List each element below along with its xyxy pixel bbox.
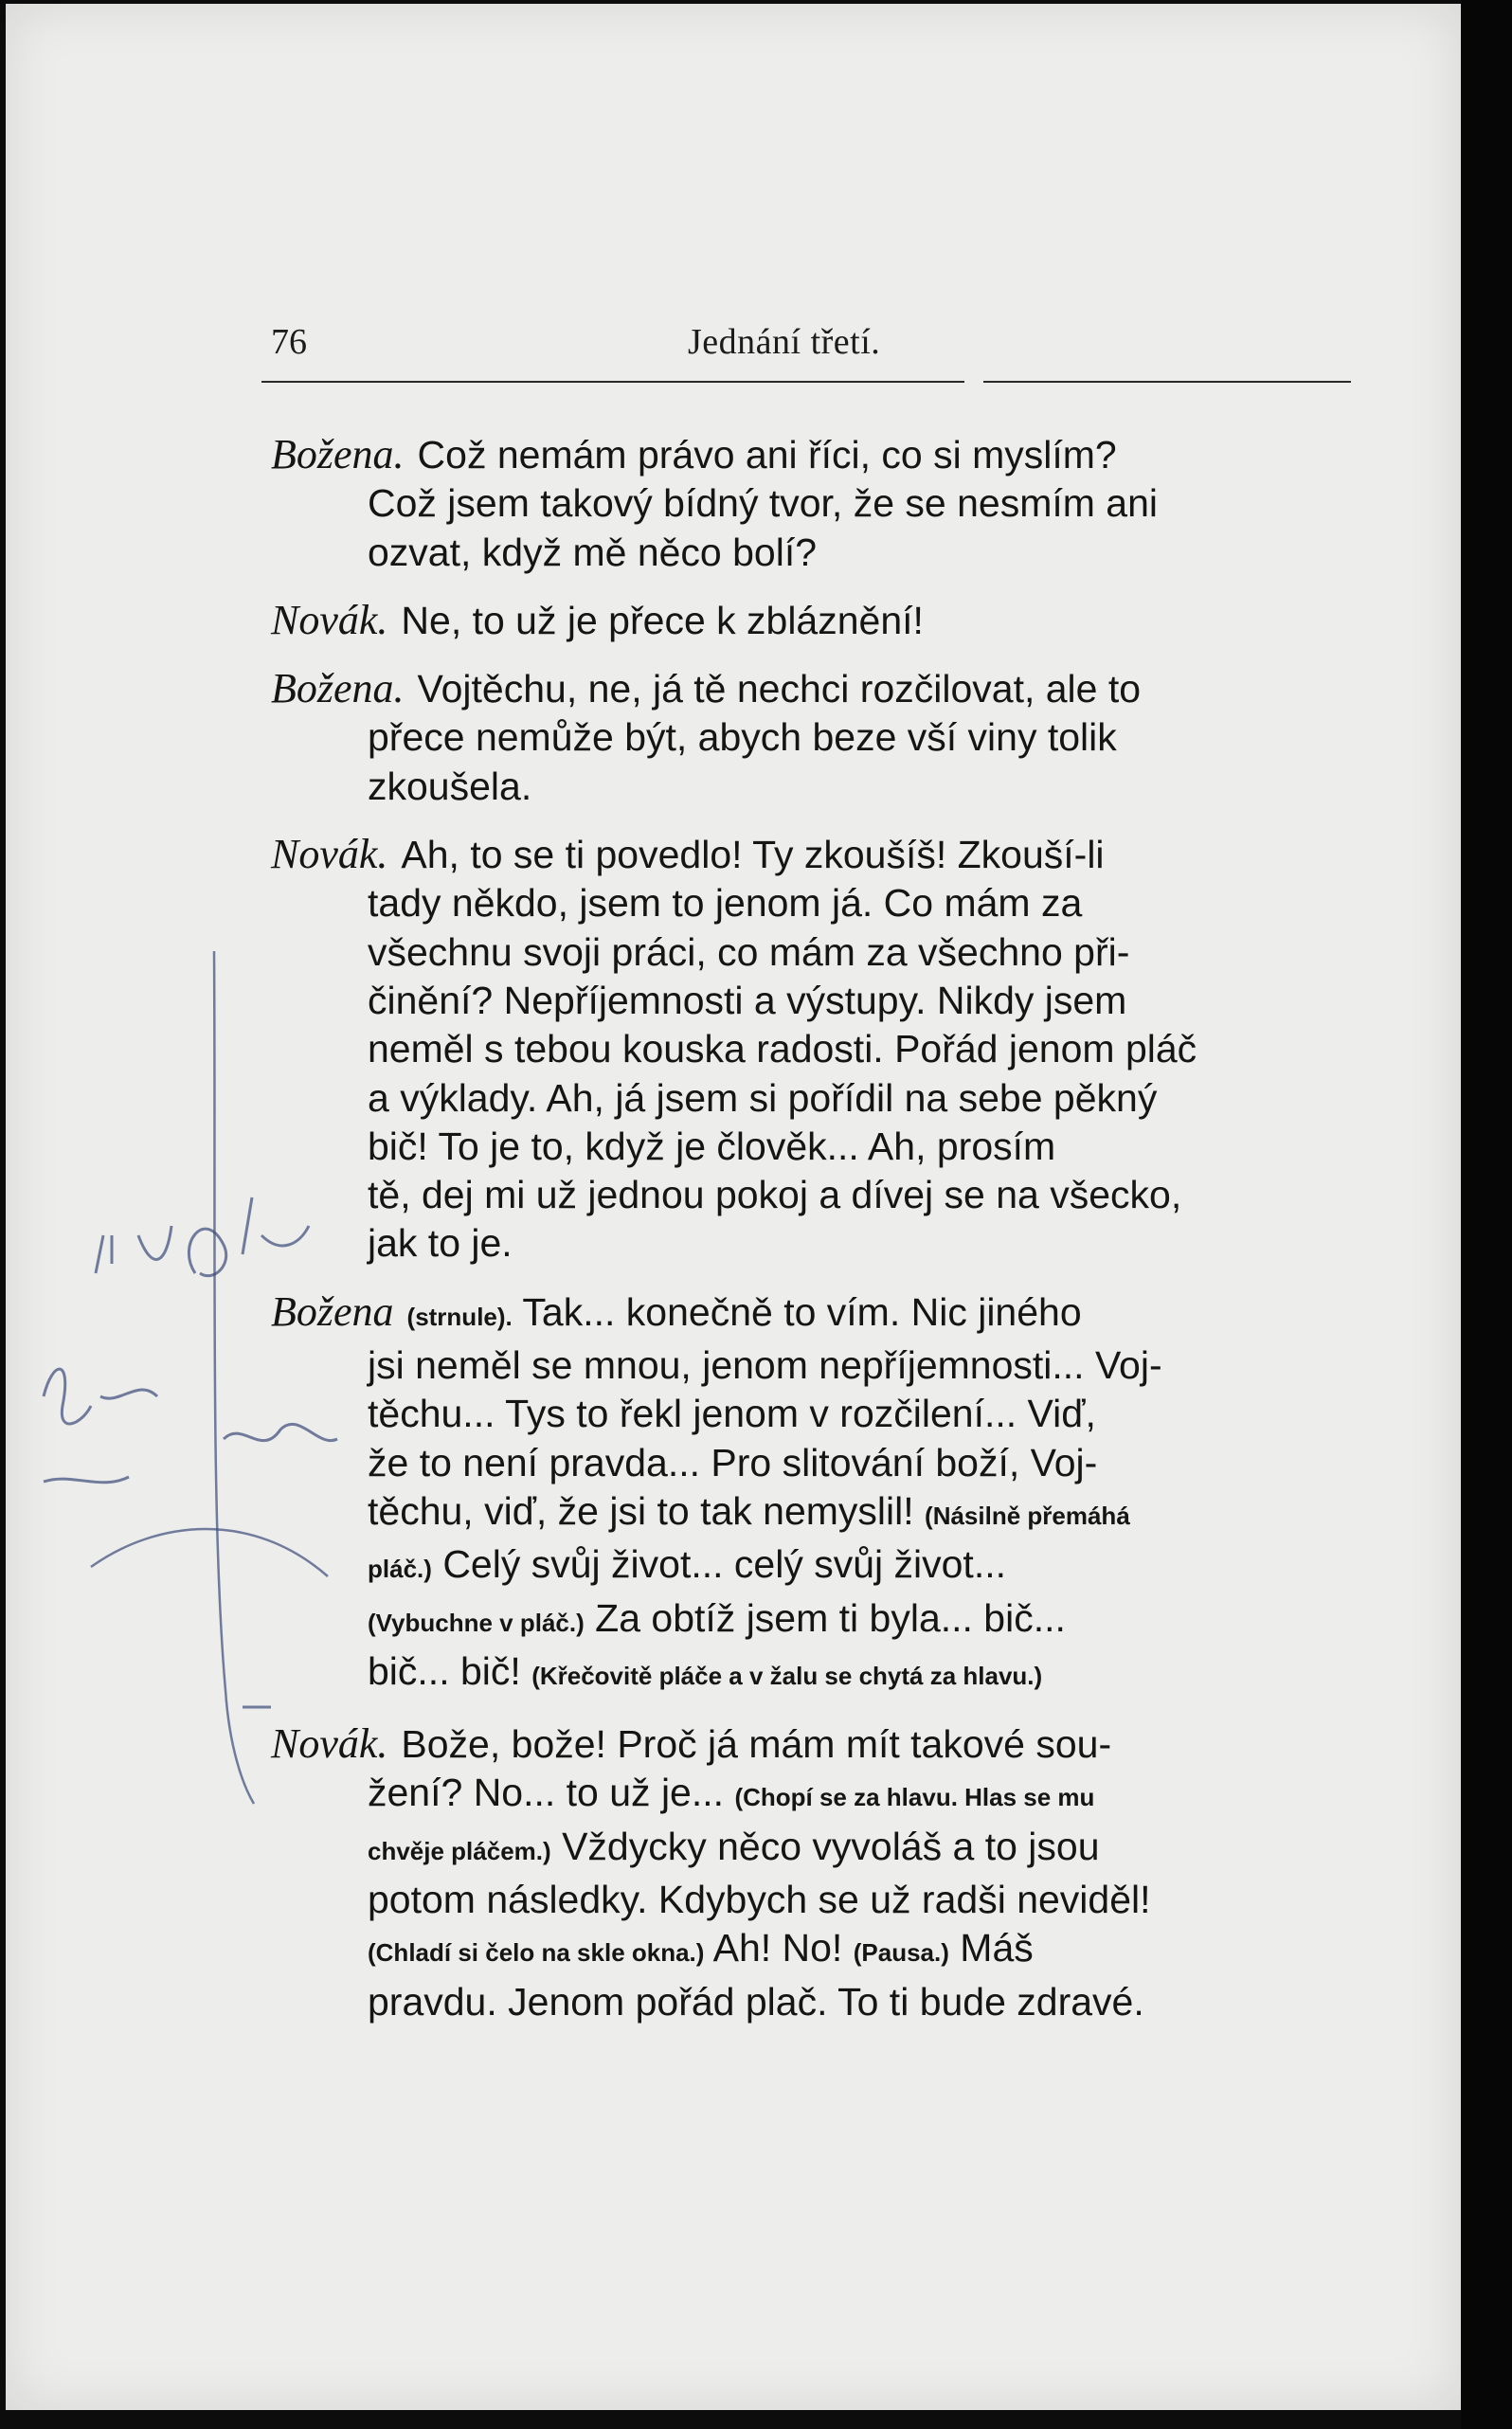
stage-direction: (Pausa.) [853, 1938, 949, 1968]
stage-direction: pláč.) [368, 1555, 432, 1584]
speech-line: činění? Nepříjemnosti a výstupy. Nikdy jsem [368, 978, 1127, 1022]
speech-line: těchu... Tys to řekl jenom v rozčilení... Viď, [368, 1392, 1096, 1436]
stage-direction: (strnule). [406, 1302, 513, 1331]
speech-line: jsi neměl se mnou, jenom nepříjemnosti... Voj- [368, 1343, 1162, 1388]
speech-line: a výklady. Ah, já jsem si pořídil na sebe pěkný [368, 1075, 1158, 1120]
stage-direction: (Chladí si čelo na skle okna.) [368, 1938, 705, 1968]
page-number: 76 [271, 322, 307, 362]
line-text: žení? No... to už je... [368, 1771, 725, 1815]
margin-arrow [91, 1529, 328, 1576]
speech-line: pravdu. Jenom pořád plač. To ti bude zdravé. [368, 1979, 1144, 2024]
margin-scribble [96, 1197, 309, 1276]
line-text: Za obtíž jsem ti byla... bič... [595, 1595, 1066, 1640]
speech-line: bič! To je to, když je člověk... Ah, prosím [368, 1124, 1056, 1168]
speech-line: tě, dej mi už jednou pokoj a dívej se na všecko, [368, 1173, 1182, 1217]
speech-line: potom následky. Kdybych se už radši neviděl! [368, 1878, 1151, 1922]
line-text: Bože, bože! Proč já mám mít takové sou- [401, 1722, 1112, 1767]
speech-line: zkoušela. [368, 764, 532, 808]
line-text: Vojtěchu, ne, já tě nechci rozčilovat, ale to [417, 667, 1142, 711]
line-text: bič... bič! [368, 1648, 521, 1693]
page-edge [1461, 0, 1512, 2429]
speaker-name: Božena. [271, 665, 405, 712]
speech-line: neměl s tebou kouska radosti. Pořád jenom pláč [368, 1027, 1197, 1071]
speech-line: ozvat, když mě něco bolí? [368, 530, 818, 574]
margin-scribble [44, 1369, 337, 1483]
margin-line [214, 951, 254, 1804]
speech-line: jak to je. [368, 1221, 513, 1266]
speech-line: tady někdo, jsem to jenom já. Co mám za [368, 881, 1083, 926]
line-text: Což nemám právo ani říci, co si myslím? [417, 433, 1117, 477]
pencil-annotations [6, 4, 1461, 2410]
line-text: Celý svůj život... celý svůj život... [442, 1542, 1006, 1587]
speech-line: že to není pravda... Pro slitování boží, Voj- [368, 1440, 1098, 1484]
line-text: Ah, to se ti povedlo! Ty zkoušíš! Zkouší-li [401, 833, 1105, 877]
speaker-name: Božena [271, 1287, 394, 1335]
speech-line: všechnu svoji práci, co mám za všechno při- [368, 929, 1130, 974]
speaker-name: Božena. [271, 431, 405, 477]
line-text: Vždycky něco vyvoláš a to jsou [562, 1824, 1100, 1868]
speech-line: Což jsem takový bídný tvor, že se nesmím ani [368, 481, 1158, 526]
stage-direction: (Násilně přemáhá [925, 1501, 1130, 1530]
line-text: Ne, to už je přece k zbláznění! [401, 598, 924, 642]
book-page [6, 4, 1461, 2410]
stage-direction: (Křečovitě pláče a v žalu se chytá za hlavu.) [531, 1661, 1043, 1690]
line-text: Tak... konečně to vím. Nic jiného [522, 1289, 1082, 1334]
speaker-name: Novák. [271, 596, 388, 643]
running-title: Jednání třetí. [688, 322, 881, 362]
line-text: Ah! No! [712, 1926, 843, 1970]
stage-direction: chvěje pláčem.) [368, 1836, 551, 1865]
line-text: těchu, viď, že jsi to tak nemyslil! [368, 1488, 914, 1533]
stage-direction: (Chopí se za hlavu. Hlas se mu [734, 1783, 1095, 1812]
speech-line: přece nemůže být, abych beze vší viny tolik [368, 715, 1117, 760]
stage-direction: (Vybuchne v pláč.) [368, 1608, 585, 1637]
line-text: Máš [960, 1926, 1034, 1970]
speaker-name: Novák. [271, 1720, 388, 1768]
speaker-name: Novák. [271, 831, 388, 878]
